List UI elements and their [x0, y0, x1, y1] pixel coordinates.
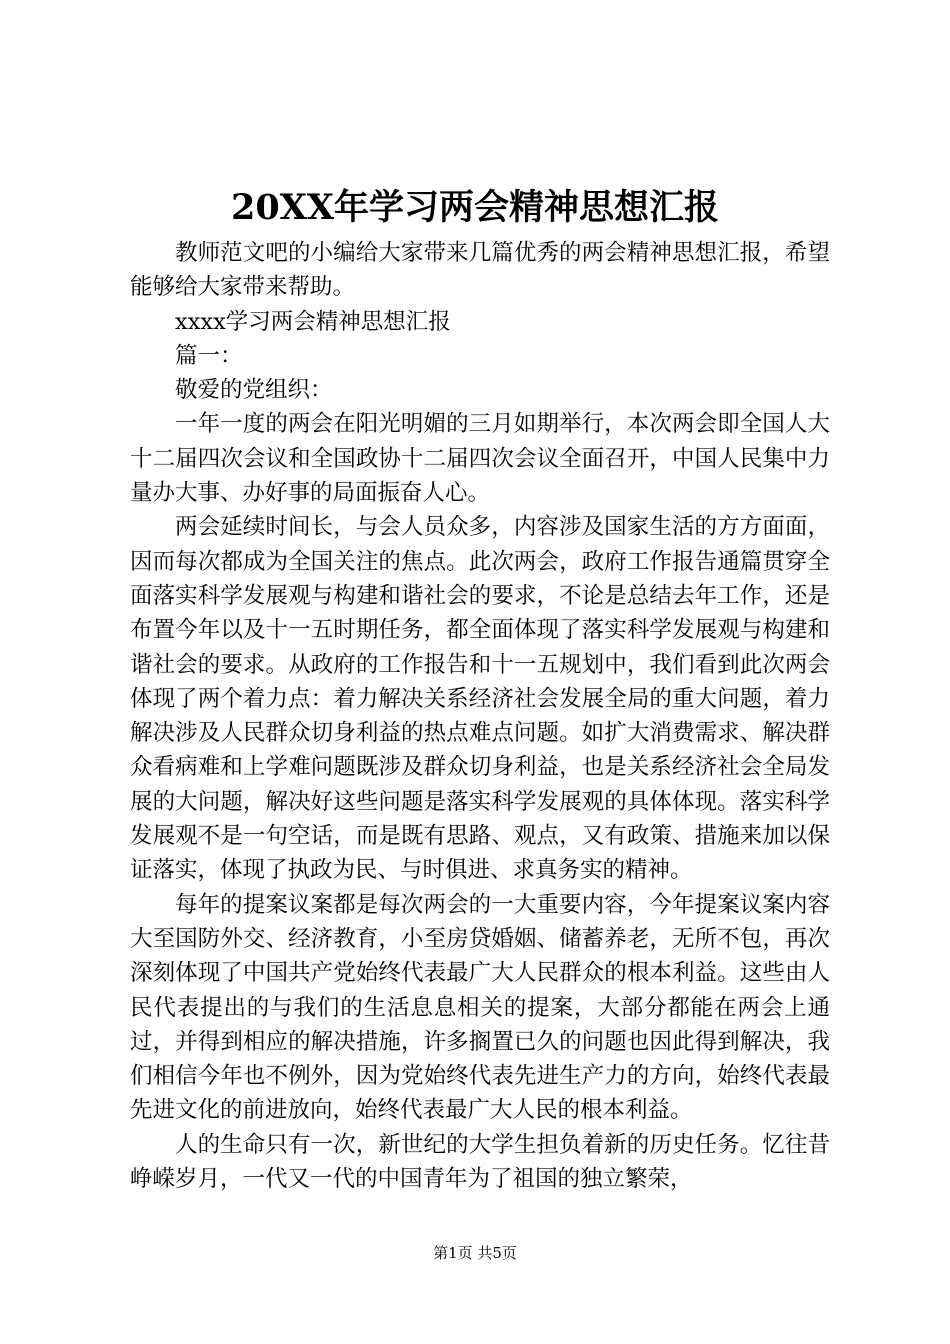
paragraph-intro: 教师范文吧的小编给大家带来几篇优秀的两会精神思想汇报，希望能够给大家带来帮助。: [130, 240, 830, 301]
page-number-footer: 第1页 共5页: [433, 1244, 517, 1262]
paragraph-body-1: 一年一度的两会在阳光明媚的三月如期举行，本次两会即全国人大十二届四次会议和全国政协十二届四次会议全面召开，中国人民集中力量办大事、办好事的局面振奋人心。: [130, 411, 830, 507]
paragraph-body-4: 人的生命只有一次，新世纪的大学生担负着新的历史任务。忆往昔峥嵘岁月，一代又一代的中国青年为了祖国的独立繁荣，: [130, 1131, 830, 1193]
paragraph-section-label: 篇一：: [175, 342, 243, 369]
paragraph-subtitle: xxxx学习两会精神思想汇报: [175, 308, 451, 335]
document-title: 20XX年学习两会精神思想汇报: [230, 187, 720, 228]
document-body: [130, 236, 830, 1196]
paragraph-body-3: 每年的提案议案都是每次两会的一大重要内容，今年提案议案内容大至国防外交、经济教育，小至房贷婚姻、储蓄养老，无所不包，再次深刻体现了中国共产党始终代表最广大人民群众的根本利益。这些由人民代表提出的与我们的生活息息相关的提案，大部分都能在两会上通过，并得到相应的解决措施，许多搁置已久的问题也因此得到解决，我们相信今年也不例外，因为党始终代表先进生产力的方向，始终代表最先进文化的前进放向，始终代表最广大人民的根本利益。: [130, 891, 830, 1124]
paragraph-body-2: 两会延续时间长，与会人员众多，内容涉及国家生活的方方面面，因而每次都成为全国关注的焦点。此次两会，政府工作报告通篇贯穿全面落实科学发展观与构建和谐社会的要求，不论是总结去年工作，还是布置今年以及十一五时期任务，都全面体现了落实科学发展观与构建和谐社会的要求。从政府的工作报告和十一五规划中，我们看到此次两会体现了两个着力点：着力解决关系经济社会发展全局的重大问题，着力解决涉及人民群众切身利益的热点难点问题。如扩大消费需求、解决群众看病难和上学难问题既涉及群众切身利益，也是关系经济社会全局发展的大问题，解决好这些问题是落实科学发展观的具体体现。落实科学发展观不是一句空话，而是既有思路、观点，又有政策、措施来加以保证落实，体现了执政为民、与时俱进、求真务实的精神。: [130, 514, 830, 884]
paragraph-salutation: 敬爱的党组织：: [175, 377, 333, 404]
